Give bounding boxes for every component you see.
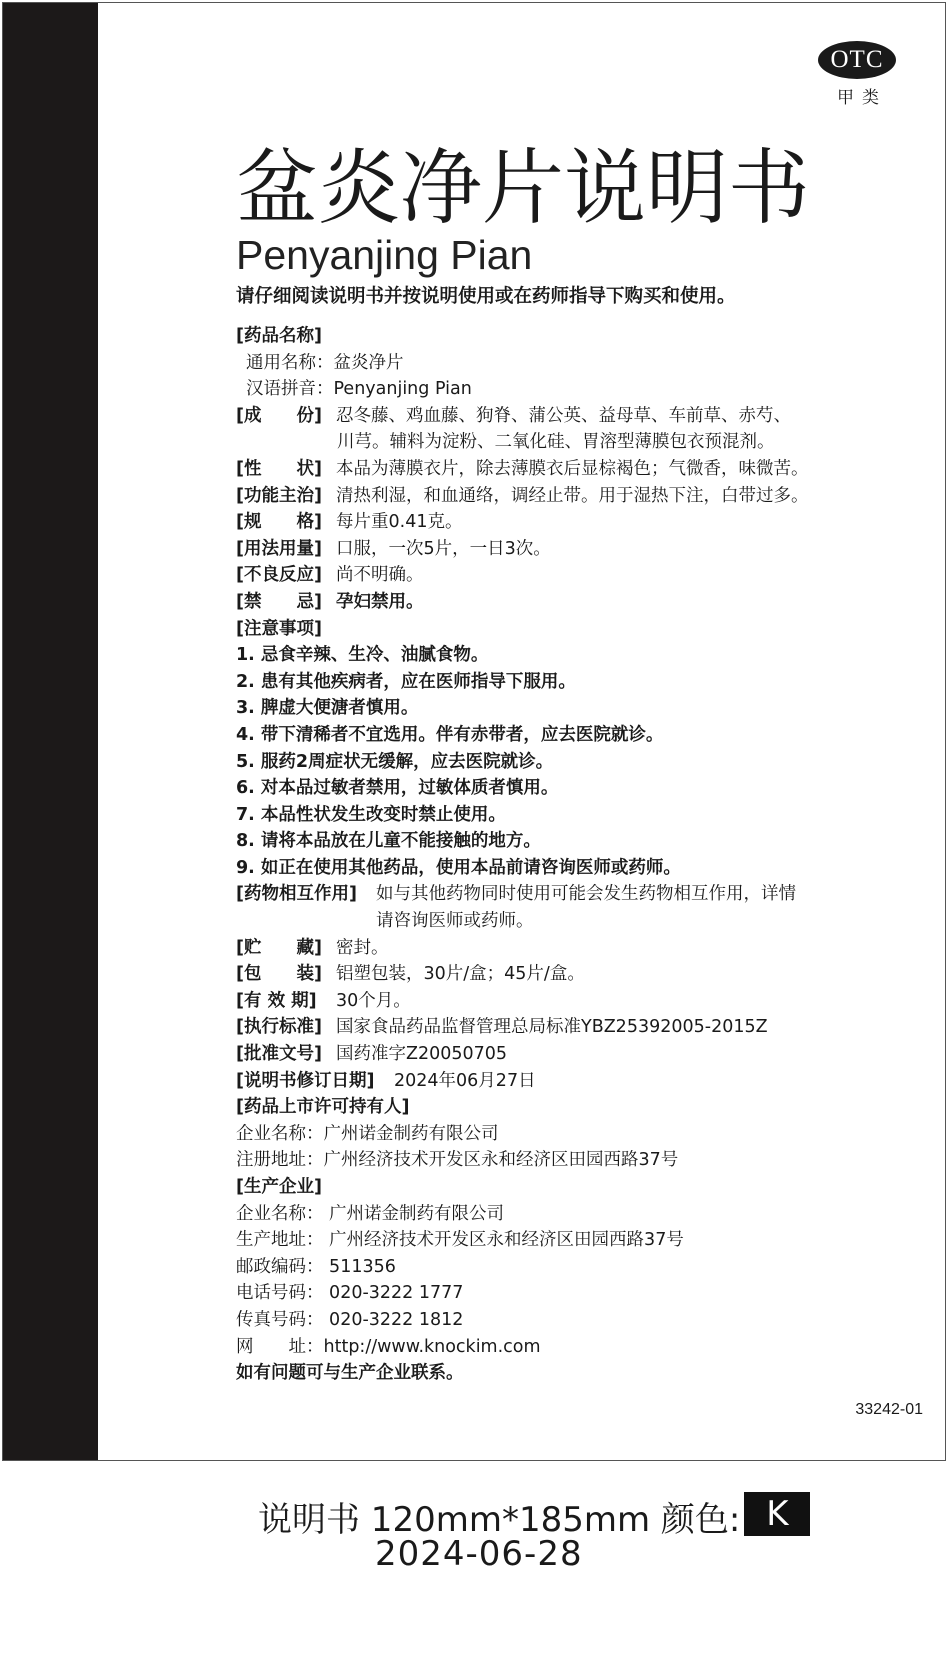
approval-label: [批准文号] (236, 1044, 322, 1065)
ingredients-label: [成 份] (236, 405, 322, 426)
indications-row (236, 483, 926, 510)
print-code: 33242-01 (855, 1401, 923, 1418)
print-date: 2024-06-28 (375, 1534, 583, 1574)
otc-badge: OTC (818, 41, 896, 79)
interactions-text-2: 请咨询医师或药师。 (376, 911, 534, 932)
interactions-row (236, 881, 926, 908)
approval-text: 国药准字Z20050705 (336, 1044, 508, 1065)
holder-company: 企业名称：广州诺金制药有限公司 (236, 1123, 499, 1144)
appearance-text: 本品为薄膜衣片，除去薄膜衣后显棕褐色；气微香，味微苦。 (336, 458, 809, 479)
dosage-row (236, 536, 926, 563)
validity-label: [有 效 期] (236, 990, 317, 1011)
precaution-item: 8. 请将本品放在儿童不能接触的地方。 (236, 831, 541, 852)
read-warning: 请仔细阅读说明书并按说明使用或在药师指导下购买和使用。 (236, 286, 736, 307)
contra-label: [禁 忌] (236, 591, 322, 612)
appearance-label: [性 状] (236, 458, 322, 479)
revision-text: 2024年06月27日 (394, 1070, 536, 1091)
precaution-item: 2. 患有其他疾病者，应在医师指导下服用。 (236, 671, 576, 692)
holder-address: 注册地址：广州经济技术开发区永和经济区田园西路37号 (236, 1150, 679, 1171)
precaution-item: 3. 脾虚大便溏者慎用。 (236, 698, 419, 719)
package-text: 铝塑包装，30片/盒；45片/盒。 (336, 964, 585, 985)
precaution-item: 5. 服药2周症状无缓解，应去医院就诊。 (236, 751, 554, 772)
dosage-label: [用法用量] (236, 538, 322, 559)
postcode: 邮政编码： 511356 (236, 1256, 396, 1277)
precaution-item: 9. 如正在使用其他药品，使用本品前请咨询医师或药师。 (236, 857, 681, 878)
spec-text: 每片重0.41克。 (336, 512, 463, 533)
precaution-item: 6. 对本品过敏者禁用，过敏体质者慎用。 (236, 778, 559, 799)
package-row (236, 961, 926, 988)
generic-name: 通用名称：盆炎净片 (246, 352, 404, 373)
ingredients-row (236, 403, 926, 430)
precaution-item: 1. 忌食辛辣、生冷、油腻食物。 (236, 645, 489, 666)
approval-row (236, 1041, 926, 1068)
contra-text: 孕妇禁用。 (336, 591, 424, 612)
validity-row (236, 988, 926, 1015)
interactions-text: 如与其他药物同时使用可能会发生药物相互作用，详情 (376, 884, 796, 905)
contact-note: 如有问题可与生产企业联系。 (236, 1363, 464, 1384)
ingredients-text: 忍冬藤、鸡血藤、狗脊、蒲公英、益母草、车前草、赤芍、 (336, 405, 791, 426)
revision-row (236, 1068, 926, 1095)
standard-row (236, 1014, 926, 1041)
adverse-label: [不良反应] (236, 565, 322, 586)
spec-row (236, 509, 926, 536)
website: 网 址：http://www.knockim.com (236, 1336, 541, 1357)
precaution-item: 7. 本品性状发生改变时禁止使用。 (236, 804, 506, 825)
revision-label: [说明书修订日期] (236, 1070, 375, 1091)
storage-text: 密封。 (336, 937, 389, 958)
color-swatch: K (744, 1492, 810, 1536)
precautions-label: [注意事项] (236, 618, 322, 639)
standard-text: 国家食品药品监督管理总局标准YBZ25392005-2015Z (336, 1017, 768, 1038)
adverse-row (236, 562, 926, 589)
contra-row (236, 589, 926, 616)
storage-row (236, 935, 926, 962)
left-black-band (3, 3, 98, 1460)
dosage-text: 口服，一次5片，一日3次。 (336, 538, 551, 559)
manufacturer-company: 企业名称： 广州诺金制药有限公司 (236, 1203, 505, 1224)
indications-label: [功能主治] (236, 485, 322, 506)
indications-text: 清热利湿，和血通络，调经止带。用于湿热下注，白带过多。 (336, 485, 809, 506)
phone-number: 电话号码： 020-3222 1777 (236, 1283, 464, 1304)
drug-name-label: [药品名称] (236, 326, 322, 346)
otc-category: 甲类 (837, 88, 887, 108)
interactions-label: [药物相互作用] (236, 884, 357, 905)
fax-number: 传真号码： 020-3222 1812 (236, 1309, 464, 1330)
leaflet-sheet (2, 2, 946, 1461)
leaflet-body (236, 323, 926, 1387)
manufacturer-address: 生产地址： 广州经济技术开发区永和经济区田园西路37号 (236, 1230, 684, 1251)
ingredients-text-2: 川芎。辅料为淀粉、二氧化硅、胃溶型薄膜包衣预混剂。 (337, 432, 775, 453)
otc-mark (818, 41, 898, 108)
adverse-text: 尚不明确。 (336, 565, 424, 586)
pinyin-name: 汉语拼音：Penyanjing Pian (246, 379, 472, 400)
page-title: 盆炎净片说明书 (236, 141, 811, 236)
standard-label: [执行标准] (236, 1017, 322, 1038)
package-label: [包 装] (236, 964, 322, 985)
storage-label: [贮 藏] (236, 937, 322, 958)
spec-label: [规 格] (236, 512, 322, 533)
holder-label: [药品上市许可持有人] (236, 1097, 410, 1118)
appearance-row (236, 456, 926, 483)
manufacturer-label: [生产企业] (236, 1177, 322, 1197)
print-spec-text: 说明书 120mm*185mm 颜色: (258, 1500, 741, 1540)
validity-text: 30个月。 (336, 990, 411, 1011)
page-subtitle: Penyanjing Pian (236, 232, 533, 278)
precaution-item: 4. 带下清稀者不宜选用。伴有赤带者，应去医院就诊。 (236, 724, 664, 745)
